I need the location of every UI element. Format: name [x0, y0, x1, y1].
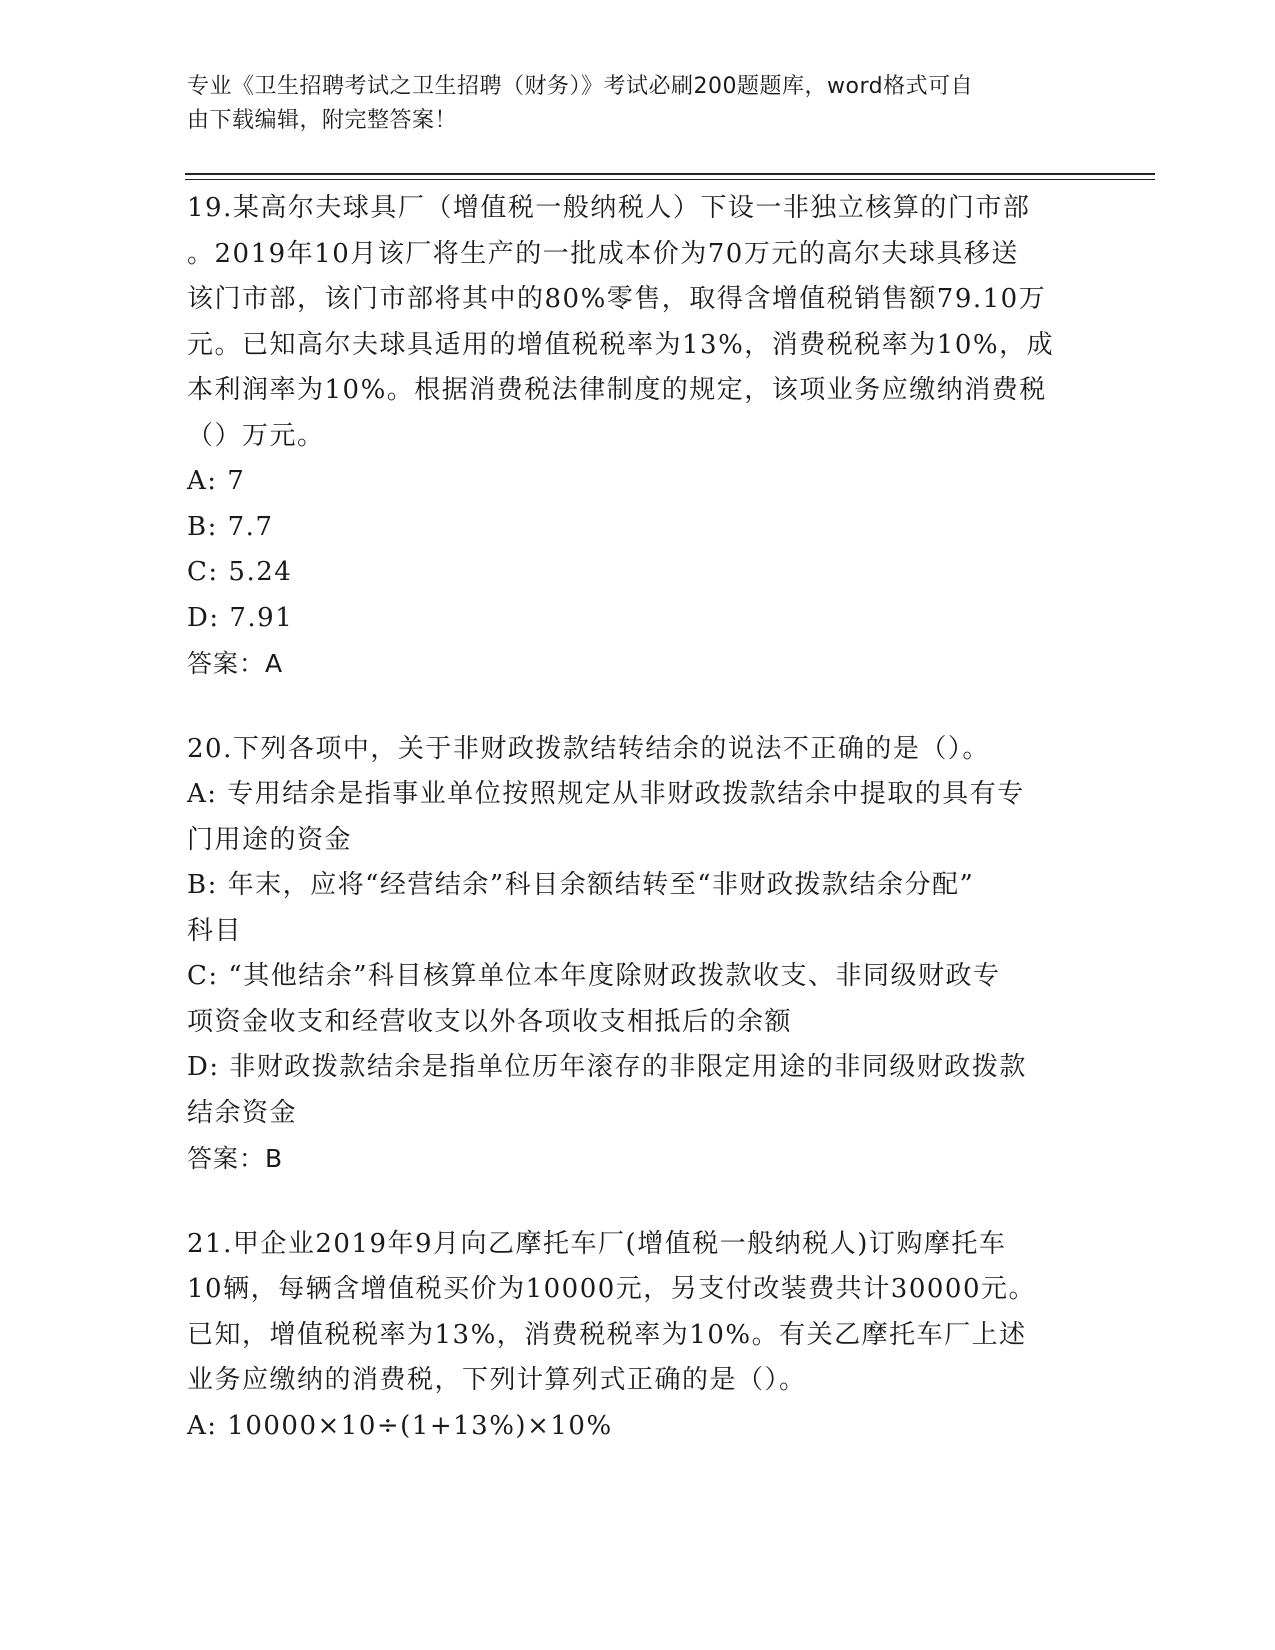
option-b-continued: 科目: [187, 915, 243, 946]
question-20: [187, 727, 1087, 1182]
question-stem-line: 已知，增值税税率为13%，消费税税率为10%。有关乙摩托车厂上述: [187, 1319, 1027, 1350]
question-21: [187, 1222, 1087, 1450]
question-list: [187, 186, 1087, 1449]
option-d: D: 7.91: [187, 602, 294, 633]
question-stem-line: 19.某高尔夫球具厂（增值税一般纳税人）下设一非独立核算的门市部: [187, 193, 1031, 223]
question-stem-line: 本利润率为10%。根据消费税法律制度的规定，该项业务应缴纳消费税: [187, 375, 1047, 405]
option-b: B: 年末，应将“经营结余”科目余额结转至“非财政拨款结余分配”: [187, 870, 975, 900]
question-spacer: [187, 687, 1087, 727]
option-a: A: 10000×10÷(1+13%)×10%: [187, 1410, 613, 1441]
option-a: A: 7: [187, 466, 246, 496]
question-spacer: [187, 1182, 1087, 1222]
option-c-continued: 项资金收支和经营收支以外各项收支相抵后的余额: [187, 1006, 793, 1037]
option-a-continued: 门用途的资金: [187, 824, 353, 855]
option-c: C: “其他结余”科目核算单位本年度除财政拨款收支、非同级财政专: [187, 961, 1001, 991]
question-stem-line: 20.下列各项中，关于非财政拨款结转结余的说法不正确的是（）。: [187, 733, 990, 764]
option-d-continued: 结余资金: [187, 1097, 298, 1128]
header-divider-thin: [185, 179, 1155, 180]
question-stem-line: 业务应缴纳的消费税，下列计算列式正确的是（）。: [187, 1365, 807, 1395]
question-stem-line: 该门市部，该门市部将其中的80%零售，取得含增值税销售额79.10万: [187, 284, 1047, 314]
option-c: C: 5.24: [187, 557, 293, 587]
option-b: B: 7.7: [187, 511, 274, 542]
header-line: 由下载编辑，附完整答案！: [187, 108, 458, 133]
option-a: A: 专用结余是指事业单位按照规定从非财政拨款结余中提取的具有专: [187, 779, 1025, 809]
question-stem-line: 21.甲企业2019年9月向乙摩托车厂(增值税一般纳税人)订购摩托车: [187, 1228, 1007, 1259]
option-d: D: 非财政拨款结余是指单位历年滚存的非限定用途的非同级财政拨款: [187, 1052, 1027, 1082]
question-19: [187, 186, 1087, 687]
answer-label: 答案：A: [187, 649, 284, 678]
question-stem-line: 。2019年10月该厂将生产的一批成本价为70万元的高尔夫球具移送: [187, 238, 1019, 269]
header-line: 专业《卫生招聘考试之卫生招聘（财务）》考试必刷200题题库，word格式可自: [187, 74, 974, 99]
page-header: [187, 70, 1067, 138]
header-divider: [185, 173, 1155, 175]
question-stem-line: （）万元。: [187, 420, 325, 451]
question-stem-line: 元。已知高尔夫球具适用的增值税税率为13%，消费税税率为10%，成: [187, 329, 1055, 360]
question-stem-line: 10辆，每辆含增值税买价为10000元，另支付改装费共计30000元。: [187, 1274, 1037, 1304]
answer-label: 答案：B: [187, 1144, 284, 1173]
